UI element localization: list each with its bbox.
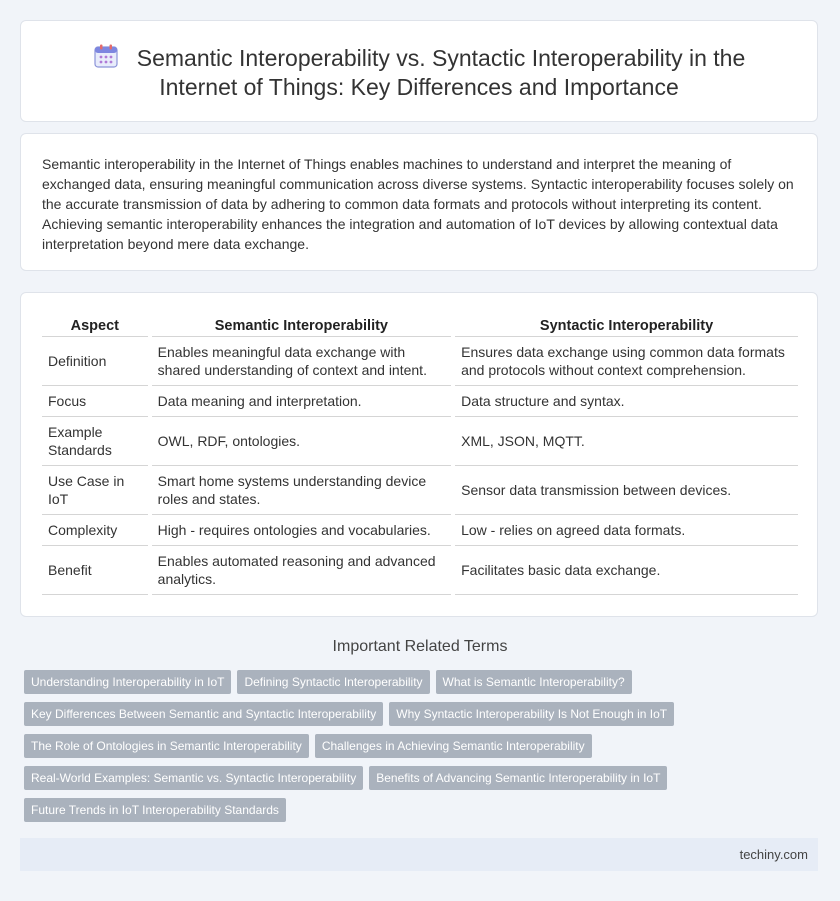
row-semantic: Data meaning and interpretation.	[150, 386, 453, 417]
row-semantic: OWL, RDF, ontologies.	[150, 417, 453, 466]
table-row	[42, 515, 798, 546]
row-semantic: Enables meaningful data exchange with shared understanding of context and intent.	[150, 337, 453, 386]
related-term-tag[interactable]: What is Semantic Interoperability?	[436, 670, 632, 694]
related-term-tag[interactable]: Key Differences Between Semantic and Syntactic Interoperability	[24, 702, 383, 726]
related-term-tag[interactable]: Benefits of Advancing Semantic Interoperability in IoT	[369, 766, 667, 790]
title-wrap	[81, 43, 757, 102]
row-semantic: High - requires ontologies and vocabularies.	[150, 515, 453, 546]
related-term-tag[interactable]: Challenges in Achieving Semantic Interoperability	[315, 734, 592, 758]
related-term-tag[interactable]: Defining Syntactic Interoperability	[237, 670, 429, 694]
row-aspect: Focus	[42, 386, 150, 417]
table-row	[42, 546, 798, 595]
table-row	[42, 337, 798, 386]
related-term-tag[interactable]: Future Trends in IoT Interoperability Standards	[24, 798, 286, 822]
row-syntactic: Low - relies on agreed data formats.	[453, 515, 798, 546]
row-aspect: Definition	[42, 337, 150, 386]
related-term-tag[interactable]: Real-World Examples: Semantic vs. Syntactic Interoperability	[24, 766, 363, 790]
row-syntactic: Data structure and syntax.	[453, 386, 798, 417]
row-aspect: Complexity	[42, 515, 150, 546]
intro-paragraph: Semantic interoperability in the Internet of Things enables machines to understand and interpret the meaning of exchanged data, ensuring meaningful communication across diverse systems. Syntactic interoperability focuses solely on the accurate transmission of data by adhering to common data formats and protocols without interpreting its content. Achieving semantic interoperability enhances the integration and automation of IoT devices by allowing contextual data interpretation beyond mere data exchange.	[42, 156, 794, 252]
row-syntactic: Facilitates basic data exchange.	[453, 546, 798, 595]
related-term-tag[interactable]: Understanding Interoperability in IoT	[24, 670, 231, 694]
footer-site-link[interactable]: techiny.com	[739, 847, 808, 862]
row-semantic: Smart home systems understanding device roles and states.	[150, 466, 453, 515]
page-title	[81, 43, 757, 102]
table-row	[42, 466, 798, 515]
row-aspect: Benefit	[42, 546, 150, 595]
related-term-tag[interactable]: The Role of Ontologies in Semantic Interoperability	[24, 734, 309, 758]
comparison-card	[20, 292, 818, 617]
footer	[20, 838, 818, 871]
table-row	[42, 386, 798, 417]
intro-card	[20, 133, 818, 271]
page-title-text: Semantic Interoperability vs. Syntactic Interoperability in the Internet of Things: Key Differences and Importance	[136, 45, 746, 100]
row-syntactic: Sensor data transmission between devices.	[453, 466, 798, 515]
row-aspect: Use Case in IoT	[42, 466, 150, 515]
row-semantic: Enables automated reasoning and advanced analytics.	[150, 546, 453, 595]
row-aspect: Example Standards	[42, 417, 150, 466]
calendar-icon	[93, 43, 119, 69]
comparison-table	[42, 315, 798, 595]
header-aspect: Aspect	[42, 315, 150, 337]
related-terms-heading: Important Related Terms	[332, 638, 508, 655]
table-row	[42, 417, 798, 466]
header-syntactic: Syntactic Interoperability	[453, 315, 798, 337]
table-header-row	[42, 315, 798, 337]
row-syntactic: XML, JSON, MQTT.	[453, 417, 798, 466]
related-term-tag[interactable]: Why Syntactic Interoperability Is Not Enough in IoT	[389, 702, 674, 726]
title-card	[20, 20, 818, 122]
header-semantic: Semantic Interoperability	[150, 315, 453, 337]
row-syntactic: Ensures data exchange using common data formats and protocols without context comprehension.	[453, 337, 798, 386]
related-terms-list	[24, 670, 804, 830]
